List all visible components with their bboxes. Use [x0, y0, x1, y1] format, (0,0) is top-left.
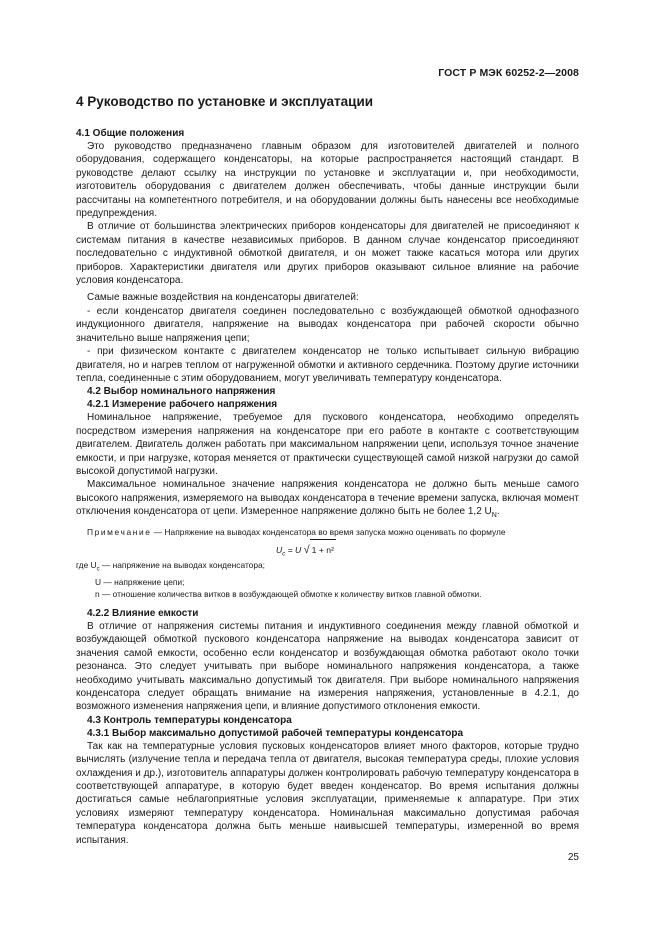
subsection-4-2-1-title: 4.2.1 Измерение рабочего напряжения — [87, 399, 278, 411]
paragraph: В отличие от напряжения системы питания и индуктивного соединения между главной обмоткой и возбуждающей обмоткой пускового конденсатора напряжение на выводах конденсатора зависит от значения самой емкости, особенно если конденсатор и возбуждающая обмотка работают около точки резонанса. Это следует учитывать при выборе номинального напряжения конденсатора, а также необходимо учитывать максимально допустимый ток двигателя. При выборе номинального напряжения конденсатора следует обращать внимание на измерения напряжения, установленные в 4.2.1, до возможного изменения напряжения цепи, и влияние допустимого отклонения емкости. — [76, 621, 579, 713]
paragraph: Так как на температурные условия пусковых конденсаторов влияет много факторов, которые трудно вычислять (излучение тепла и передача тепла от двигателя, высокая температура среды, плохие условия охлаждения и др.), изготовитель аппаратуры должен контролировать рабочую температуру конденсатора в соответствующей аппаратуре, в которую будет введен конденсатор. Во время испытания должны достигаться самые неблагоприятные условия эксплуатации, применяемые к аппаратуре. При этих условиях измеряют температуру конденсатора. Номинальная максимально допустимая рабочая температура конденсатора должна быть меньше наивысшей температуры, измеренной во время испытания. — [76, 740, 579, 846]
subscript: N — [491, 512, 497, 520]
formula-root: 1 + n² — [310, 539, 336, 560]
formula-lhs-sub: c — [282, 551, 286, 558]
subsection-4-2-title: 4.2 Выбор номинального напряжения — [87, 386, 276, 398]
paragraph — [76, 478, 579, 522]
formula-legend — [76, 559, 579, 601]
note — [76, 526, 579, 539]
standard-code: ГОСТ Р МЭК 60252-2—2008 — [438, 67, 579, 79]
legend-row: n — отношение количества витков в возбуждающей обмотке к количеству витков главной обмотки. — [95, 589, 482, 600]
list-item: - при физическом контакте с двигателем конденсатор не только испытывает сильную вибрацию двигателя, но и нагрев теплом от нагруженной обмотки и активного сердечника. Поэтому другие источники тепла, соединенные с этим оборудованием, могут увеличивать температуру конденсатора. — [76, 346, 579, 384]
list-item: - если конденсатор двигателя соединен последовательно с возбуждающей обмоткой однофазного индукционного двигателя, напряжение на выводах конденсатора при рабочей скорости обычно значительно выше напряжения цепи; — [76, 305, 579, 344]
page-number: 25 — [567, 852, 579, 863]
legend-sub: c — [96, 566, 100, 573]
legend-text: где U — [76, 559, 97, 570]
legend-row — [76, 559, 579, 576]
subsection-4-3-1-title: 4.3.1 Выбор максимально допустимой рабочей температуры конденсатора — [87, 727, 464, 739]
page-content — [76, 94, 579, 847]
paragraph: В отличие от большинства электрических приборов конденсаторы для двигателей не присоединяют к системам питания в качестве независимых приборов. В данном случае конденсатор присоединяют последовательно с индуктивной обмоткой двигателя, и он может также касаться мотора или других приборов. Характеристики двигателя или других приборов оказывают сильное влияние на рабочие условия конденсатора. — [76, 221, 579, 287]
subsection-4-1-title: 4.1 Общие положения — [76, 128, 185, 139]
formula — [76, 539, 579, 559]
legend-text: — напряжение на выводах конденсатора; — [99, 559, 265, 570]
note-label: Примечание — [87, 526, 152, 537]
paragraph: Самые важные воздействия на конденсаторы двигателей: — [87, 292, 359, 304]
subsection-4-3-title: 4.3 Контроль температуры конденсатора — [87, 714, 292, 726]
paragraph: Это руководство предназначено главным образом для изготовителей двигателей и полного оборудования, содержащего конденсаторы, на которые распространяется настоящий стандарт. В руководстве делают ссылку на инструкции по установке и эксплуатации и, при необходимости, изготовитель оборудования с двигателем должен обеспечивать, чтобы данные инструкции были рассчитаны на компетентного потребителя, и на оборудовании должны быть нанесены все необходимые предупреждения. — [76, 141, 579, 220]
formula-mid: = U — [285, 544, 304, 555]
sqrt-sign: √ — [303, 543, 310, 556]
paragraph-text: Максимальное номинальное значение напряжения конденсатора не должно быть меньше самого высокого напряжения, измеряемого на выводах конденсатора в течение времени запуска, включая момент отключения конденсатора от цепи. Измеренное напряжение должно быть не более 1,2 U — [76, 479, 579, 518]
paragraph-end: . — [496, 506, 500, 518]
section-title: 4 Руководство по установке и эксплуатации — [76, 94, 374, 109]
paragraph: Номинальное напряжение, требуемое для пускового конденсатора, необходимо определять посредством измерения напряжения на конденсаторе при его работе в контакте с соответствующим двигателем. Двигатель должен работать при максимальном напряжении цепи, используя точное значение емкости, и при нагрузке, которая меняется от практически существующей самой низкой нагрузки до самой высокой допустимой нагрузки. — [76, 412, 579, 477]
subsection-4-2-2-title: 4.2.2 Влияние емкости — [87, 608, 199, 620]
formula-lhs: U — [276, 544, 283, 555]
legend-row: U — напряжение цепи; — [95, 576, 185, 587]
note-text: — Напряжение на выводах конденсатора во время запуска можно оценивать по формуле — [151, 526, 506, 537]
